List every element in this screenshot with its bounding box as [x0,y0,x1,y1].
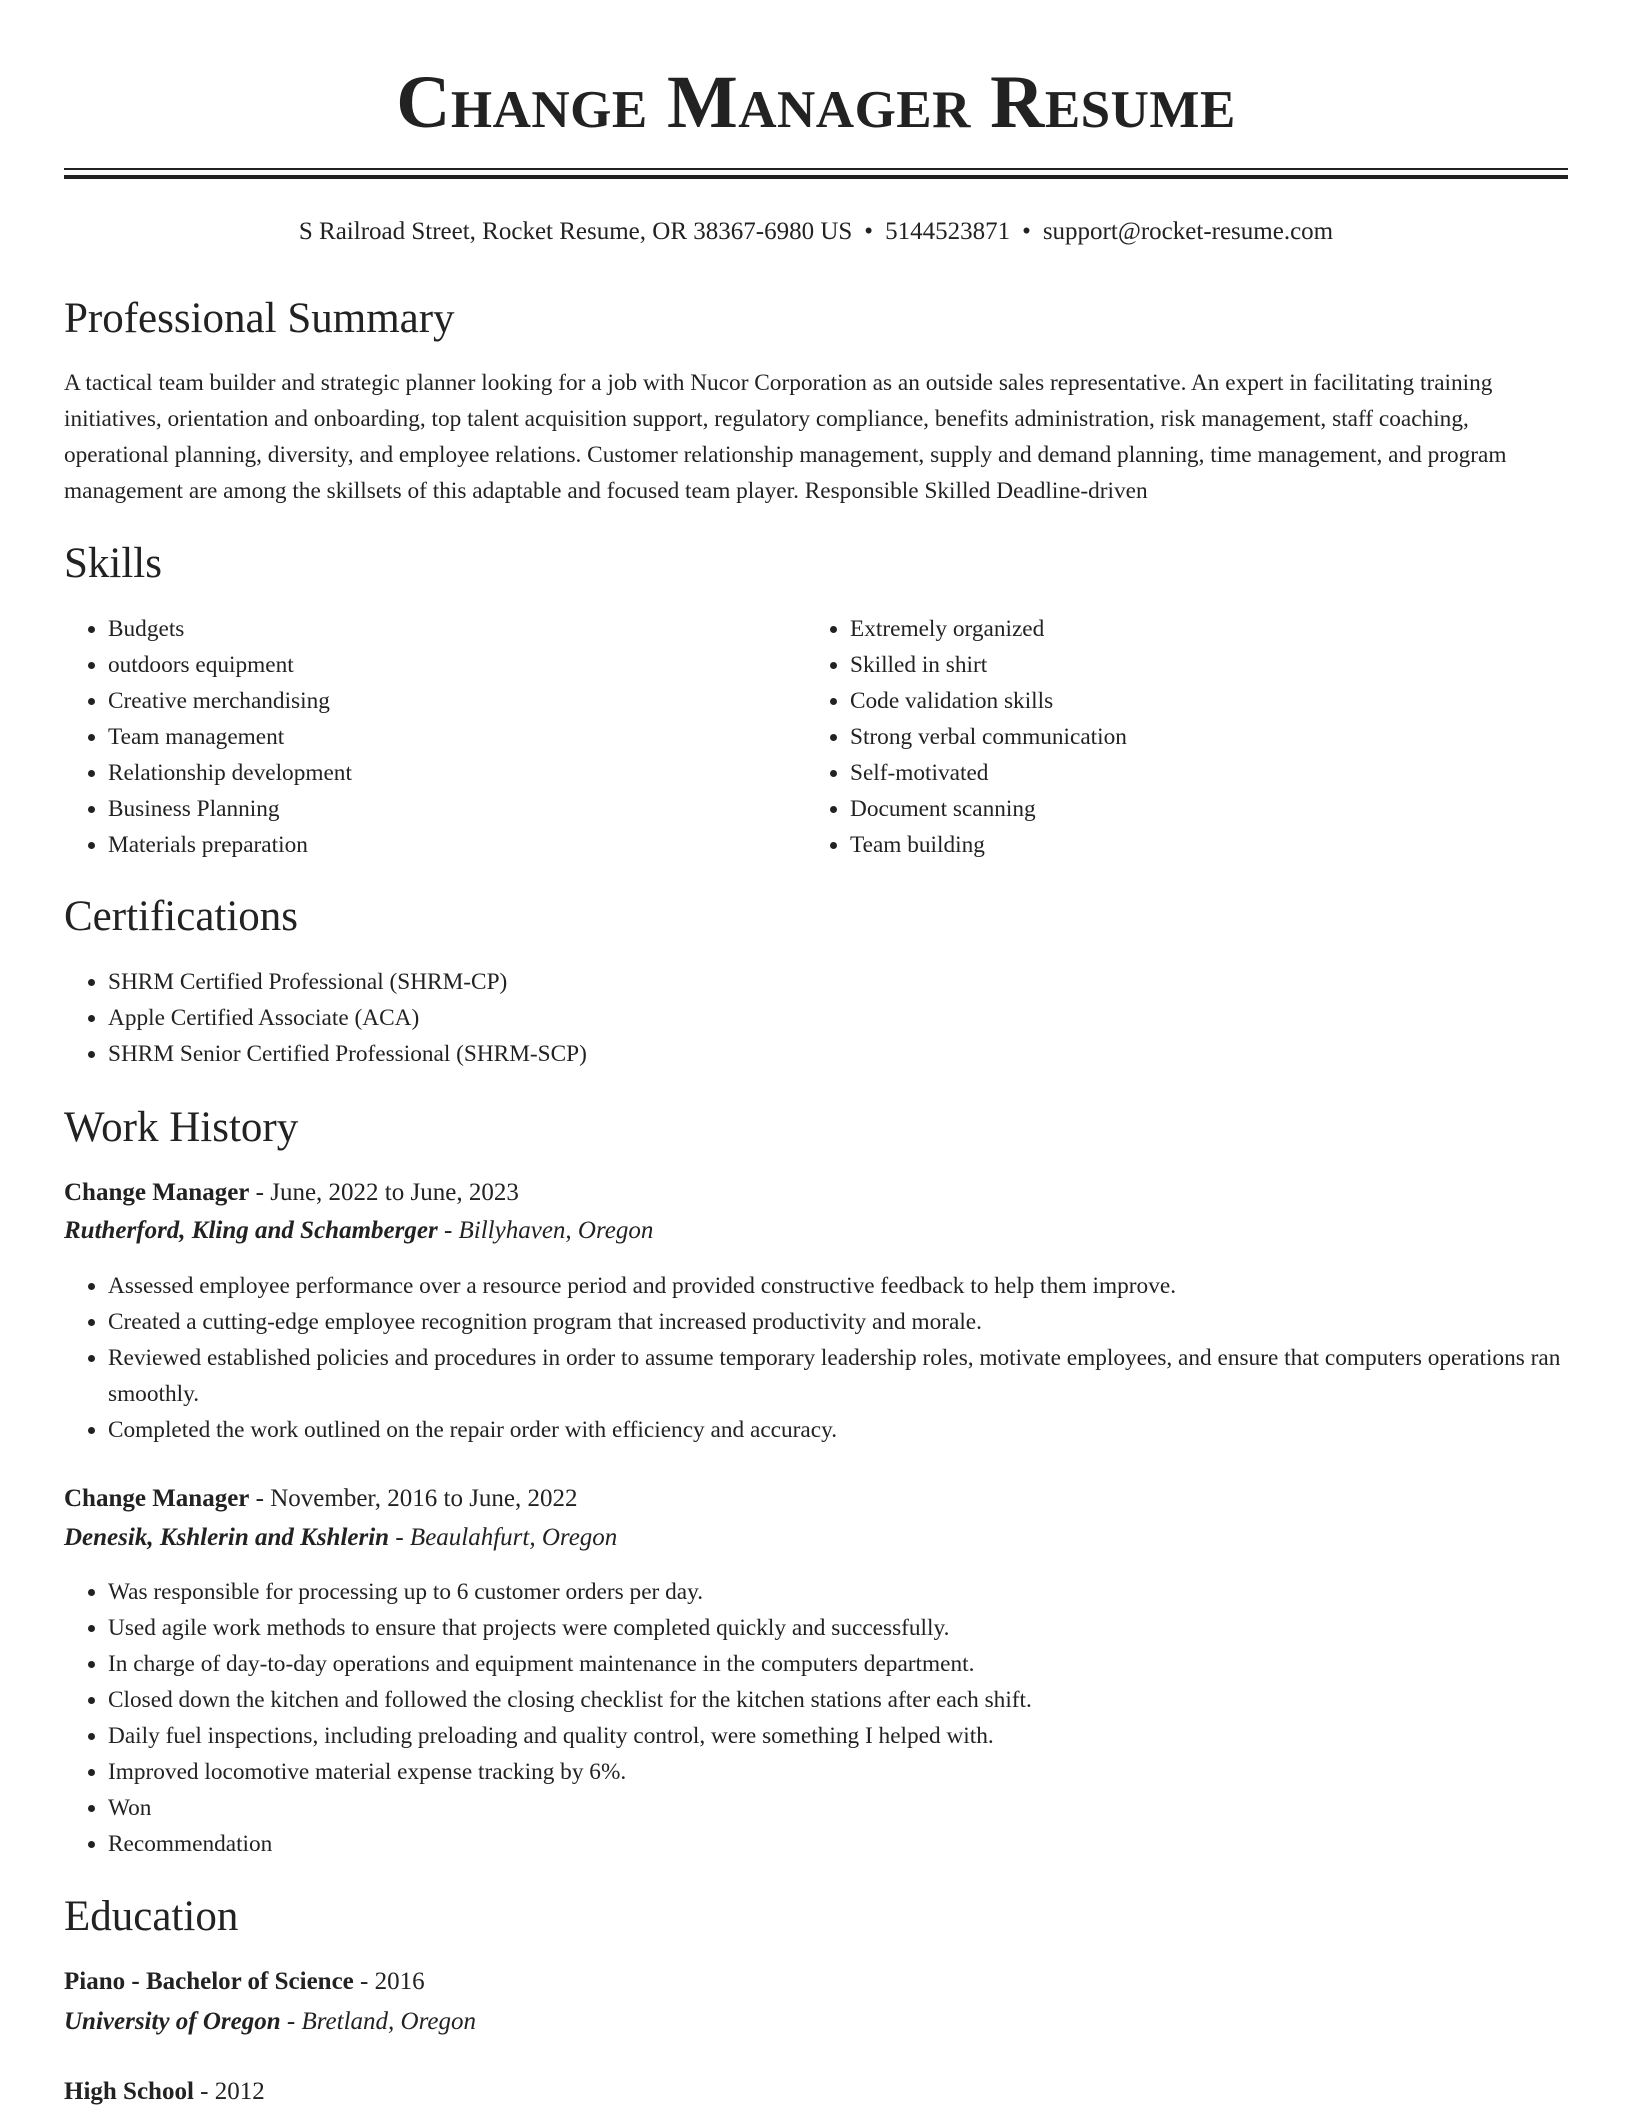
skills-list-right [806,611,1570,863]
job-bullet: • Improved locomotive material expense tracking by 6%. [108,1754,1574,1790]
job-bullet: • Recommendation [108,1826,1574,1862]
skill-item: • Extremely organized [850,611,1570,647]
job-location: Beaulahfurt, Oregon [409,1524,618,1551]
dash: - [360,1968,369,1995]
title-rule-thin [64,168,1568,170]
job-bullet: • Created a cutting-edge employee recognition program that increased productivity and morale. [108,1304,1574,1340]
job-bullet: • Daily fuel inspections, including preloading and quality control, were something I helped with. [108,1718,1574,1754]
job-bullets [64,1268,1574,1448]
job-company: Denesik, Kshlerin and Kshlerin [64,1524,390,1551]
section-heading-work-history: Work History [64,1104,299,1151]
skill-item: • Document scanning [850,791,1570,827]
job-location: Billyhaven, Oregon [458,1217,654,1244]
skill-item: • Self-motivated [850,755,1570,791]
job-title-line [64,1174,1574,1212]
section-heading-summary: Professional Summary [64,295,455,342]
job-bullet: • Used agile work methods to ensure that projects were completed quickly and successfully. [108,1610,1574,1646]
education-degree: Piano - Bachelor of Science [64,1968,354,1995]
certification-item: • SHRM Certified Professional (SHRM-CP) [108,964,1568,1000]
title-rule-thick [64,175,1568,179]
skill-item: • Business Planning [108,791,808,827]
job-company-line [64,1519,1574,1557]
skill-item: • Skilled in shirt [850,647,1570,683]
education-year: 2012 [214,2078,265,2105]
job-dates: June, 2022 to June, 2023 [270,1179,519,1206]
education-degree: High School [64,2078,194,2105]
contact-address: S Railroad Street, Rocket Resume, OR 38367-6980 US [298,218,853,245]
job-company: Rutherford, Kling and Schamberger [64,1217,438,1244]
job-title-line [64,1480,1574,1518]
certification-item: • SHRM Senior Certified Professional (SHRM-SCP) [108,1036,1568,1072]
job-bullet: • Closed down the kitchen and followed the closing checklist for the kitchen stations after each shift. [108,1682,1574,1718]
job-dates: November, 2016 to June, 2022 [270,1485,578,1512]
skill-item: • Creative merchandising [108,683,808,719]
dash: - [200,2078,209,2105]
job-bullet: • Reviewed established policies and procedures in order to assume temporary leadership roles, motivate employees, and ensure that computers operations ran smoothly. [108,1340,1574,1412]
skill-item: • Strong verbal communication [850,719,1570,755]
job-bullet: • In charge of day-to-day operations and equipment maintenance in the computers department. [108,1646,1574,1682]
dash: - [255,1485,264,1512]
job-title: Change Manager [64,1179,250,1206]
dash: - [255,1179,264,1206]
skill-item: • outdoors equipment [108,647,808,683]
contact-email: support@rocket-resume.com [1042,218,1334,245]
job-bullet: • Was responsible for processing up to 6 customer orders per day. [108,1574,1574,1610]
skill-item: • Budgets [108,611,808,647]
skills-list-left [64,611,808,863]
job-bullet: • Won [108,1790,1574,1826]
certifications-list [64,964,1568,1072]
job-bullets [64,1574,1574,1862]
education-location: Bretland, Oregon [301,2008,476,2035]
resume-title: Change Manager Resume [396,61,1236,144]
education-school-line [64,2003,1574,2041]
skill-item: • Relationship development [108,755,808,791]
summary-text: A tactical team builder and strategic planner looking for a job with Nucor Corporation as an outside sales representative. An expert in facilitating training initiatives, orientation and onboarding, top talent acquisition support, regulatory compliance, benefits administration, risk management, staff coaching, operational planning, diversity, and employee relations. Customer relationship management, supply and demand planning, time management, and program management are among the skillsets of this adaptable and focused team player. Responsible Skilled Deadline-driven [64,370,1507,504]
skill-item: • Team building [850,827,1570,863]
skill-item: • Team management [108,719,808,755]
dash: - [443,1217,453,1244]
job-bullet: • Completed the work outlined on the repair order with efficiency and accuracy. [108,1412,1574,1448]
certification-item: • Apple Certified Associate (ACA) [108,1000,1568,1036]
section-heading-certifications: Certifications [64,893,299,940]
contact-separator: • [1022,218,1031,245]
education-degree-line [64,1963,1574,2001]
education-school: University of Oregon [64,2008,281,2035]
section-heading-education: Education [64,1893,239,1940]
education-year: 2016 [374,1968,425,1995]
dash: - [395,1524,404,1551]
education-degree-line [64,2073,1574,2111]
dash: - [286,2008,296,2035]
skill-item: • Materials preparation [108,827,808,863]
contact-phone: 5144523871 [885,218,1011,245]
job-company-line [64,1212,1574,1250]
section-heading-skills: Skills [64,540,162,587]
job-title: Change Manager [64,1485,250,1512]
job-bullet: • Assessed employee performance over a resource period and provided constructive feedback to help them improve. [108,1268,1574,1304]
contact-separator: • [864,218,874,245]
contact-line [0,215,1632,249]
skill-item: • Code validation skills [850,683,1570,719]
